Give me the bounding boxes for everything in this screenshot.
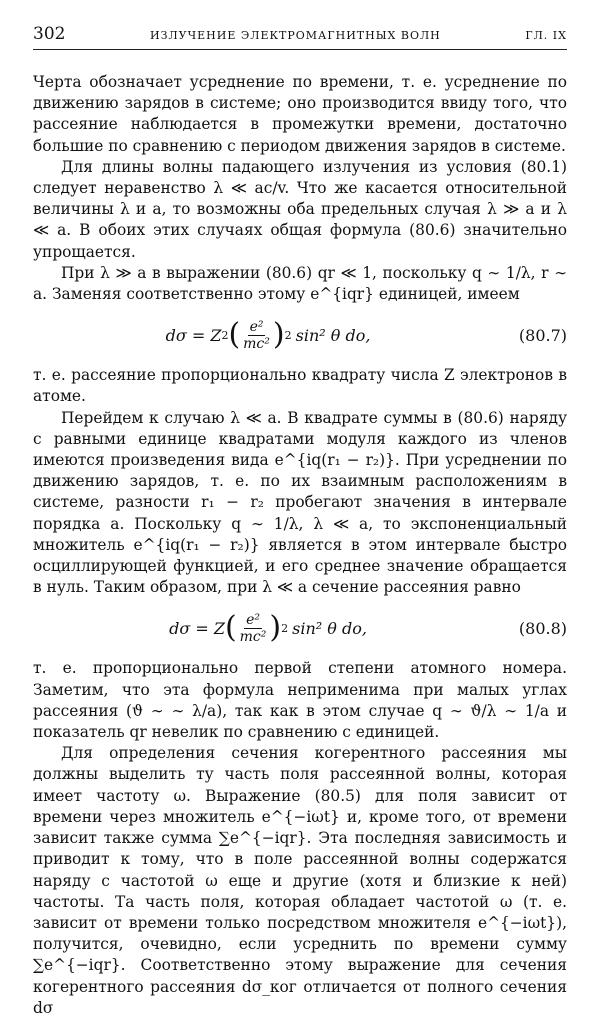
equation-number: (80.7): [518, 325, 567, 345]
running-title: ИЗЛУЧЕНИЕ ЭЛЕКТРОМАГНИТНЫХ ВОЛН: [150, 29, 441, 42]
paragraph: т. е. рассеяние пропорционально квадрату числа Z электронов в атоме.: [33, 366, 567, 406]
page: [33, 24, 567, 1019]
paragraph: Черта обозначает усреднение по времени, т. е. усреднение по движению зарядов в системе; оно производится ввиду того, что рассеяние наблюдается в промежутки времени, достаточно большие по сравнению с периодом движения зарядов в системе.: [33, 73, 567, 155]
paragraph: Для длины волны падающего излучения из условия (80.1) следует неравенство λ ≪ ac/v. Что же касается относительной величины λ и a, то возможны оба предельных случая λ ≫ a и λ ≪ a. В обоих этих случаях общая формула (80.6) значительно упрощается.: [33, 157, 567, 261]
fraction-numerator: e²: [246, 611, 260, 628]
square-exponent: 2: [281, 621, 289, 635]
formula: [33, 319, 503, 352]
equation-80-7: [33, 305, 567, 365]
paragraph: т. е. пропорционально первой степени атомного номера. Заметим, что эта формула неприменима при малых углах рассеяния (ϑ ∼ ∼ λ/a), так как в этом случае q ∼ ϑ/λ ∼ 1/a и показатель qr невелик по сравнению с единицей.: [33, 659, 567, 742]
formula-lhs: dσ = Z: [169, 618, 225, 638]
running-head: [33, 24, 567, 50]
fraction: [241, 319, 272, 352]
equation-number: (80.8): [518, 618, 567, 638]
paragraph: Для определения сечения когерентного рассеяния мы должны выделить ту часть поля рассеянной волны, которая имеет частоту ω. Выражение (80.5) для поля зависит от времени через множитель e^{−iωt} и, кроме того, от времени зависит также сумма ∑e^{−iqr}. Эта последняя зависимость и приводит к тому, что в поле рассеянной волны содержатся наряду с частотой ω еще и другие (хотя и близкие к ней) частоты. Та часть поля, которая обладает частотой ω (т. е. зависит от времени только посредством множителя e^{−iωt}), получится, очевидно, если усреднить по времени сумму ∑e^{−iqr}. Соответственно этому выражение для сечения когерентного рассеяния dσ_ког отличается от полного сечения dσ: [33, 744, 567, 1017]
chapter-label: ГЛ. IX: [525, 29, 567, 42]
square-exponent: 2: [284, 328, 292, 342]
left-paren: (: [224, 610, 237, 646]
left-paren: (: [228, 317, 241, 353]
page-number: 302: [33, 24, 66, 44]
formula-tail: sin² θ do,: [292, 618, 367, 638]
formula-lhs: dσ = Z: [165, 325, 222, 345]
fraction-numerator: e²: [249, 318, 264, 335]
paragraph: Перейдем к случаю λ ≪ a. В квадрате суммы в (80.6) наряду с равными единице квадратами модуля каждого из членов имеются произведения вида e^{iq(r₁ − r₂)}. При усреднении по движению зарядов, т. е. по их взаимным расположениям в системе, разности r₁ − r₂ пробегают значения в интервале порядка a. Поскольку q ∼ 1/λ, λ ≪ a, то экспоненциальный множитель e^{iq(r₁ − r₂)} является в этом интервале быстро осциллирующей функцией, и его среднее значение обращается в нуль. Таким образом, при λ ≪ a сечение рассеяния равно: [33, 408, 567, 597]
right-paren: ): [272, 317, 285, 353]
formula-tail: sin² θ do,: [295, 325, 371, 345]
paragraph: При λ ≫ a в выражении (80.6) qr ≪ 1, поскольку q ∼ 1/λ, r ∼ a. Заменяя соответственно этому e^{iqr} единицей, имеем: [33, 263, 567, 304]
fraction-denominator: mc²: [239, 628, 267, 645]
formula-exponent: 2: [221, 328, 229, 342]
fraction-denominator: mc²: [243, 335, 270, 352]
right-paren: ): [269, 610, 282, 646]
formula: [33, 612, 503, 645]
fraction: [238, 612, 269, 645]
equation-80-8: [33, 598, 567, 658]
